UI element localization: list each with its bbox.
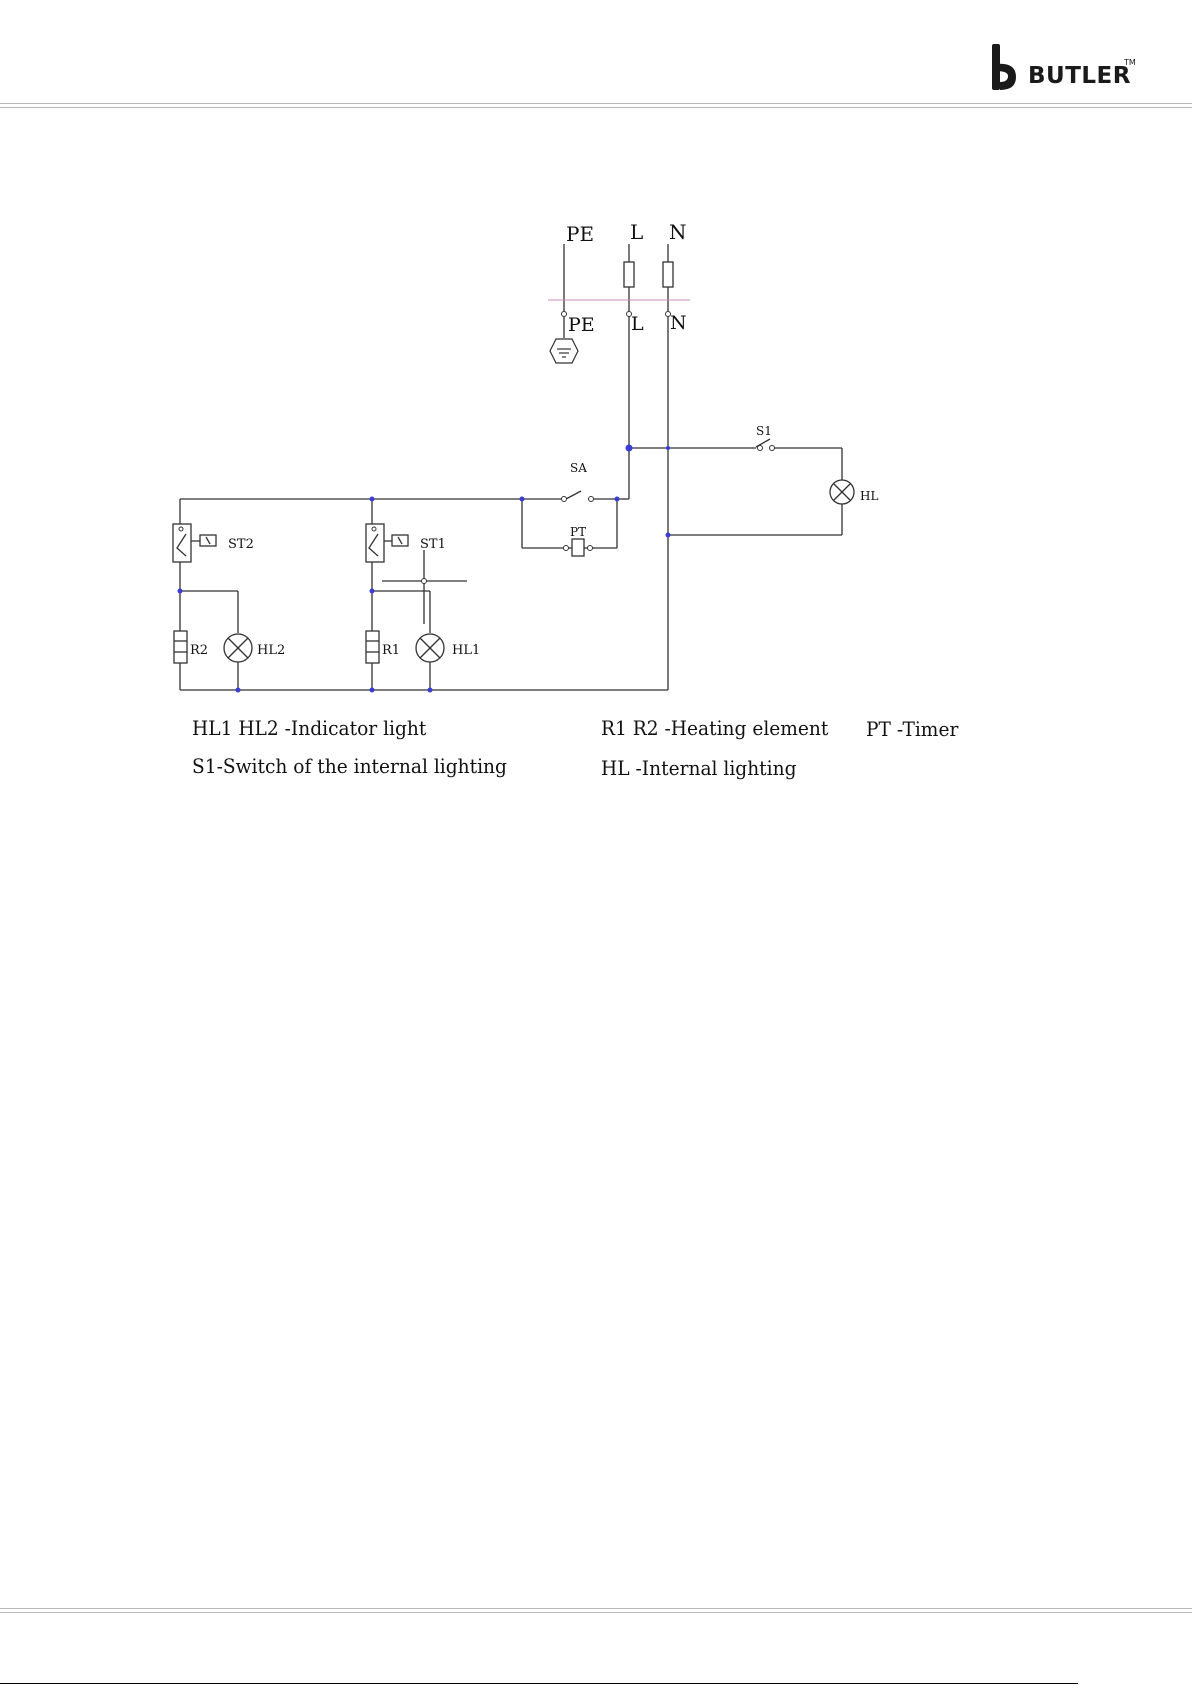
timer-pt-icon xyxy=(572,539,584,556)
legend-heating-element: R1 R2 -Heating element xyxy=(601,716,829,740)
supply-pe-label: PE xyxy=(566,222,595,246)
heater-r2-label: R2 xyxy=(190,643,209,658)
brand-name: BUTLER xyxy=(1028,63,1131,89)
earth-symbol-icon xyxy=(550,339,578,363)
legend-internal-lighting: HL -Internal lighting xyxy=(601,756,797,780)
thermostat-st2-label: ST2 xyxy=(228,537,254,552)
switch-s1-label: S1 xyxy=(756,424,772,438)
terminal-pe-label: PE xyxy=(568,314,595,336)
lamp-hl1-icon xyxy=(416,634,444,662)
legend-lighting-switch: S1-Switch of the internal lighting xyxy=(192,754,507,778)
heater-r1-icon xyxy=(366,631,379,663)
supply-n-label: N xyxy=(669,220,687,244)
lamp-hl2-label: HL2 xyxy=(257,643,286,658)
legend-indicator-light: HL1 HL2 -Indicator light xyxy=(192,716,427,740)
lamp-hl2-icon xyxy=(224,634,252,662)
switch-sa-icon xyxy=(566,491,581,499)
terminal-n-label: N xyxy=(670,312,687,334)
trademark-mark: TM xyxy=(1124,58,1136,67)
thermostat-st1-label: ST1 xyxy=(420,537,446,552)
fuse-l-icon xyxy=(624,262,634,287)
timer-pt-label: PT xyxy=(570,525,587,539)
heater-r2-icon xyxy=(174,631,187,663)
supply-l-label: L xyxy=(630,220,644,244)
switch-sa-label: SA xyxy=(570,461,587,475)
heater-r1-label: R1 xyxy=(382,643,401,658)
lamp-hl-icon xyxy=(830,480,854,504)
fuse-n-icon xyxy=(663,262,673,287)
lamp-hl1-label: HL1 xyxy=(452,643,481,658)
legend-timer: PT -Timer xyxy=(866,717,959,741)
terminal-l-label: L xyxy=(631,313,644,335)
lamp-hl-label: HL xyxy=(860,489,879,503)
